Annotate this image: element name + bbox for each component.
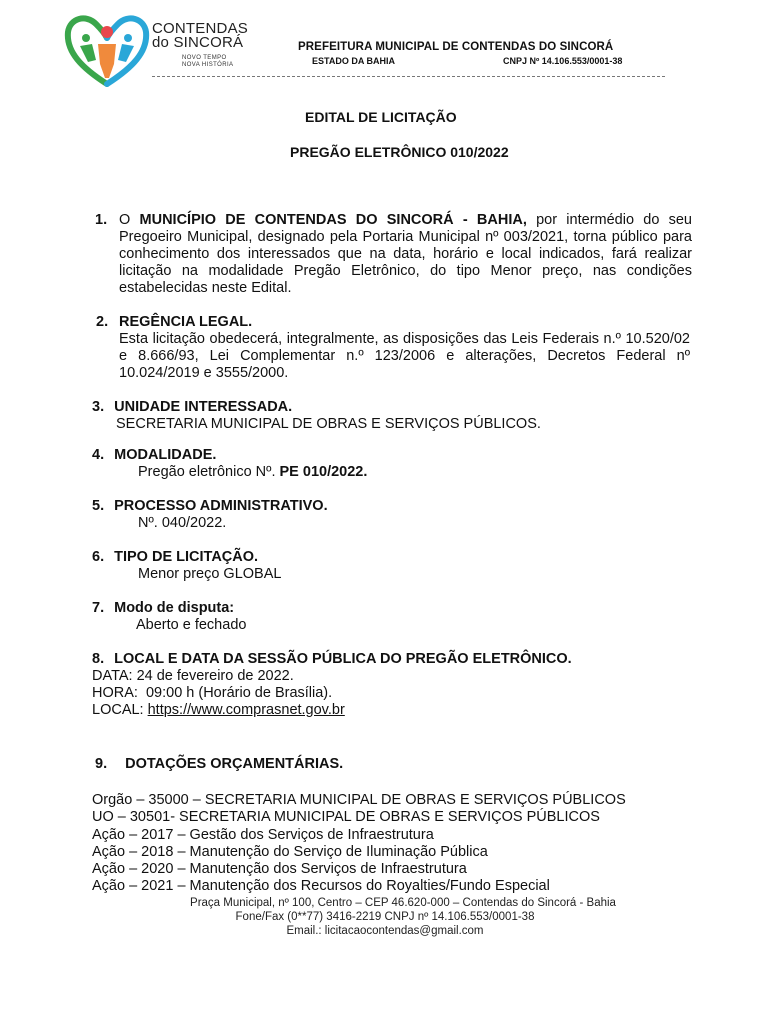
section-2 (92, 314, 690, 382)
session-local-label: LOCAL: (92, 702, 148, 718)
section-7-text: Aberto e fechado (136, 617, 247, 633)
logo-tagline-2: NOVA HISTÓRIA (182, 62, 234, 68)
section-6-heading: TIPO DE LICITAÇÃO. (114, 549, 259, 565)
budget-line: UO – 30501- SECRETARIA MUNICIPAL DE OBRAS E SERVIÇOS PÚBLICOS (92, 809, 600, 826)
section-7-number: 7. (92, 600, 105, 616)
logo-line-2: do SINCORÁ (152, 34, 244, 51)
section-5-text: Nº. 040/2022. (138, 515, 227, 531)
section-6 (92, 549, 281, 583)
state-name: ESTADO DA BAHIA (312, 56, 395, 66)
section-4-number: 4. (92, 447, 105, 463)
session-date: DATA: 24 de fevereiro de 2022. (92, 668, 294, 684)
section-3-text: SECRETARIA MUNICIPAL DE OBRAS E SERVIÇOS PÚBLICOS. (116, 416, 541, 432)
section-4-heading: MODALIDADE. (114, 447, 217, 463)
section-1 (92, 212, 692, 297)
comprasnet-link[interactable]: https://www.comprasnet.gov.br (147, 702, 345, 718)
budget-line: Ação – 2020 – Manutenção dos Serviços de Infraestrutura (92, 861, 467, 878)
section-1-text: por intermédio do seu Pregoeiro Municipal, designado pela Portaria Municipal nº 003/2021, torna público para conhecimento dos interessados que na data, horário e local indicados, fará realizar licitação na modalidade Pregão Eletrônico, do tipo Menor preço, nas condições estabelecidas neste Edital. (119, 212, 692, 296)
section-8 (92, 651, 572, 719)
header-cnpj: CNPJ Nº 14.106.553/0001-38 (503, 56, 623, 66)
header-divider (152, 76, 665, 77)
logo-tagline (182, 55, 233, 69)
section-6-number: 6. (92, 549, 105, 565)
section-4 (92, 447, 367, 481)
section-3-number: 3. (92, 399, 105, 415)
document-title: EDITAL DE LICITAÇÃO (305, 109, 457, 125)
section-1-body (119, 212, 692, 297)
section-5 (92, 498, 328, 532)
budget-line: Ação – 2021 – Manutenção dos Recursos do Royalties/Fundo Especial (92, 878, 550, 895)
section-7 (92, 600, 246, 634)
section-2-number: 2. (96, 314, 109, 330)
section-4-text: Pregão eletrônico Nº. (138, 464, 280, 480)
section-1-prefix: O (119, 212, 140, 228)
section-8-heading: LOCAL E DATA DA SESSÃO PÚBLICA DO PREGÃO ELETRÔNICO. (114, 651, 572, 667)
logo-wordmark (152, 22, 248, 50)
footer-email: Email.: licitacaocontendas@gmail.com (286, 925, 484, 937)
section-1-number: 1. (95, 212, 108, 228)
budget-line: Ação – 2017 – Gestão dos Serviços de Infraestrutura (92, 826, 434, 843)
section-1-entity: MUNICÍPIO DE CONTENDAS DO SINCORÁ - BAHIA, (139, 212, 527, 228)
budget-allocations (92, 792, 626, 896)
footer-contact: Fone/Fax (0**77) 3416-2219 CNPJ nº 14.106.553/0001-38 (235, 911, 535, 923)
section-2-text: Esta licitação obedecerá, integralmente, as disposições das Leis Federais n.º 10.520/02 e 8.666/93, Lei Complementar n.º 123/2006 e alterações, Decretos Federal nº 10.024/2019 e 3555/2000. (119, 331, 690, 381)
session-local (92, 702, 572, 719)
budget-line: Orgão – 35000 – SECRETARIA MUNICIPAL DE OBRAS E SERVIÇOS PÚBLICOS (92, 792, 626, 808)
logo-emblem-icon (62, 8, 152, 88)
section-3 (92, 399, 541, 433)
footer (0, 896, 770, 938)
logo-line-1: CONTENDAS (152, 20, 248, 37)
section-3-heading: UNIDADE INTERESSADA. (114, 399, 293, 415)
budget-line: Ação – 2018 – Manutenção do Serviço de Iluminação Pública (92, 843, 488, 860)
section-6-text: Menor preço GLOBAL (138, 566, 282, 582)
session-time: HORA: 09:00 h (Horário de Brasília). (92, 685, 333, 701)
section-2-heading: REGÊNCIA LEGAL. (119, 314, 253, 330)
section-5-number: 5. (92, 498, 105, 514)
document-subtitle: PREGÃO ELETRÔNICO 010/2022 (290, 144, 509, 160)
section-4-process-code: PE 010/2022. (279, 464, 368, 480)
section-9-number: 9. (95, 756, 108, 772)
footer-address: Praça Municipal, nº 100, Centro – CEP 46.620-000 – Contendas do Sincorá - Bahia (190, 897, 616, 909)
section-2-body (119, 314, 690, 382)
section-9-heading: DOTAÇÕES ORÇAMENTÁRIAS. (125, 756, 344, 772)
section-7-heading: Modo de disputa: (114, 600, 235, 616)
section-5-heading: PROCESSO ADMINISTRATIVO. (114, 498, 328, 514)
section-8-number: 8. (92, 651, 105, 667)
logo-tagline-1: NOVO TEMPO (182, 55, 227, 61)
section-4-body (138, 464, 367, 481)
section-9 (95, 756, 343, 773)
institution-name: PREFEITURA MUNICIPAL DE CONTENDAS DO SINCORÁ (298, 41, 614, 53)
